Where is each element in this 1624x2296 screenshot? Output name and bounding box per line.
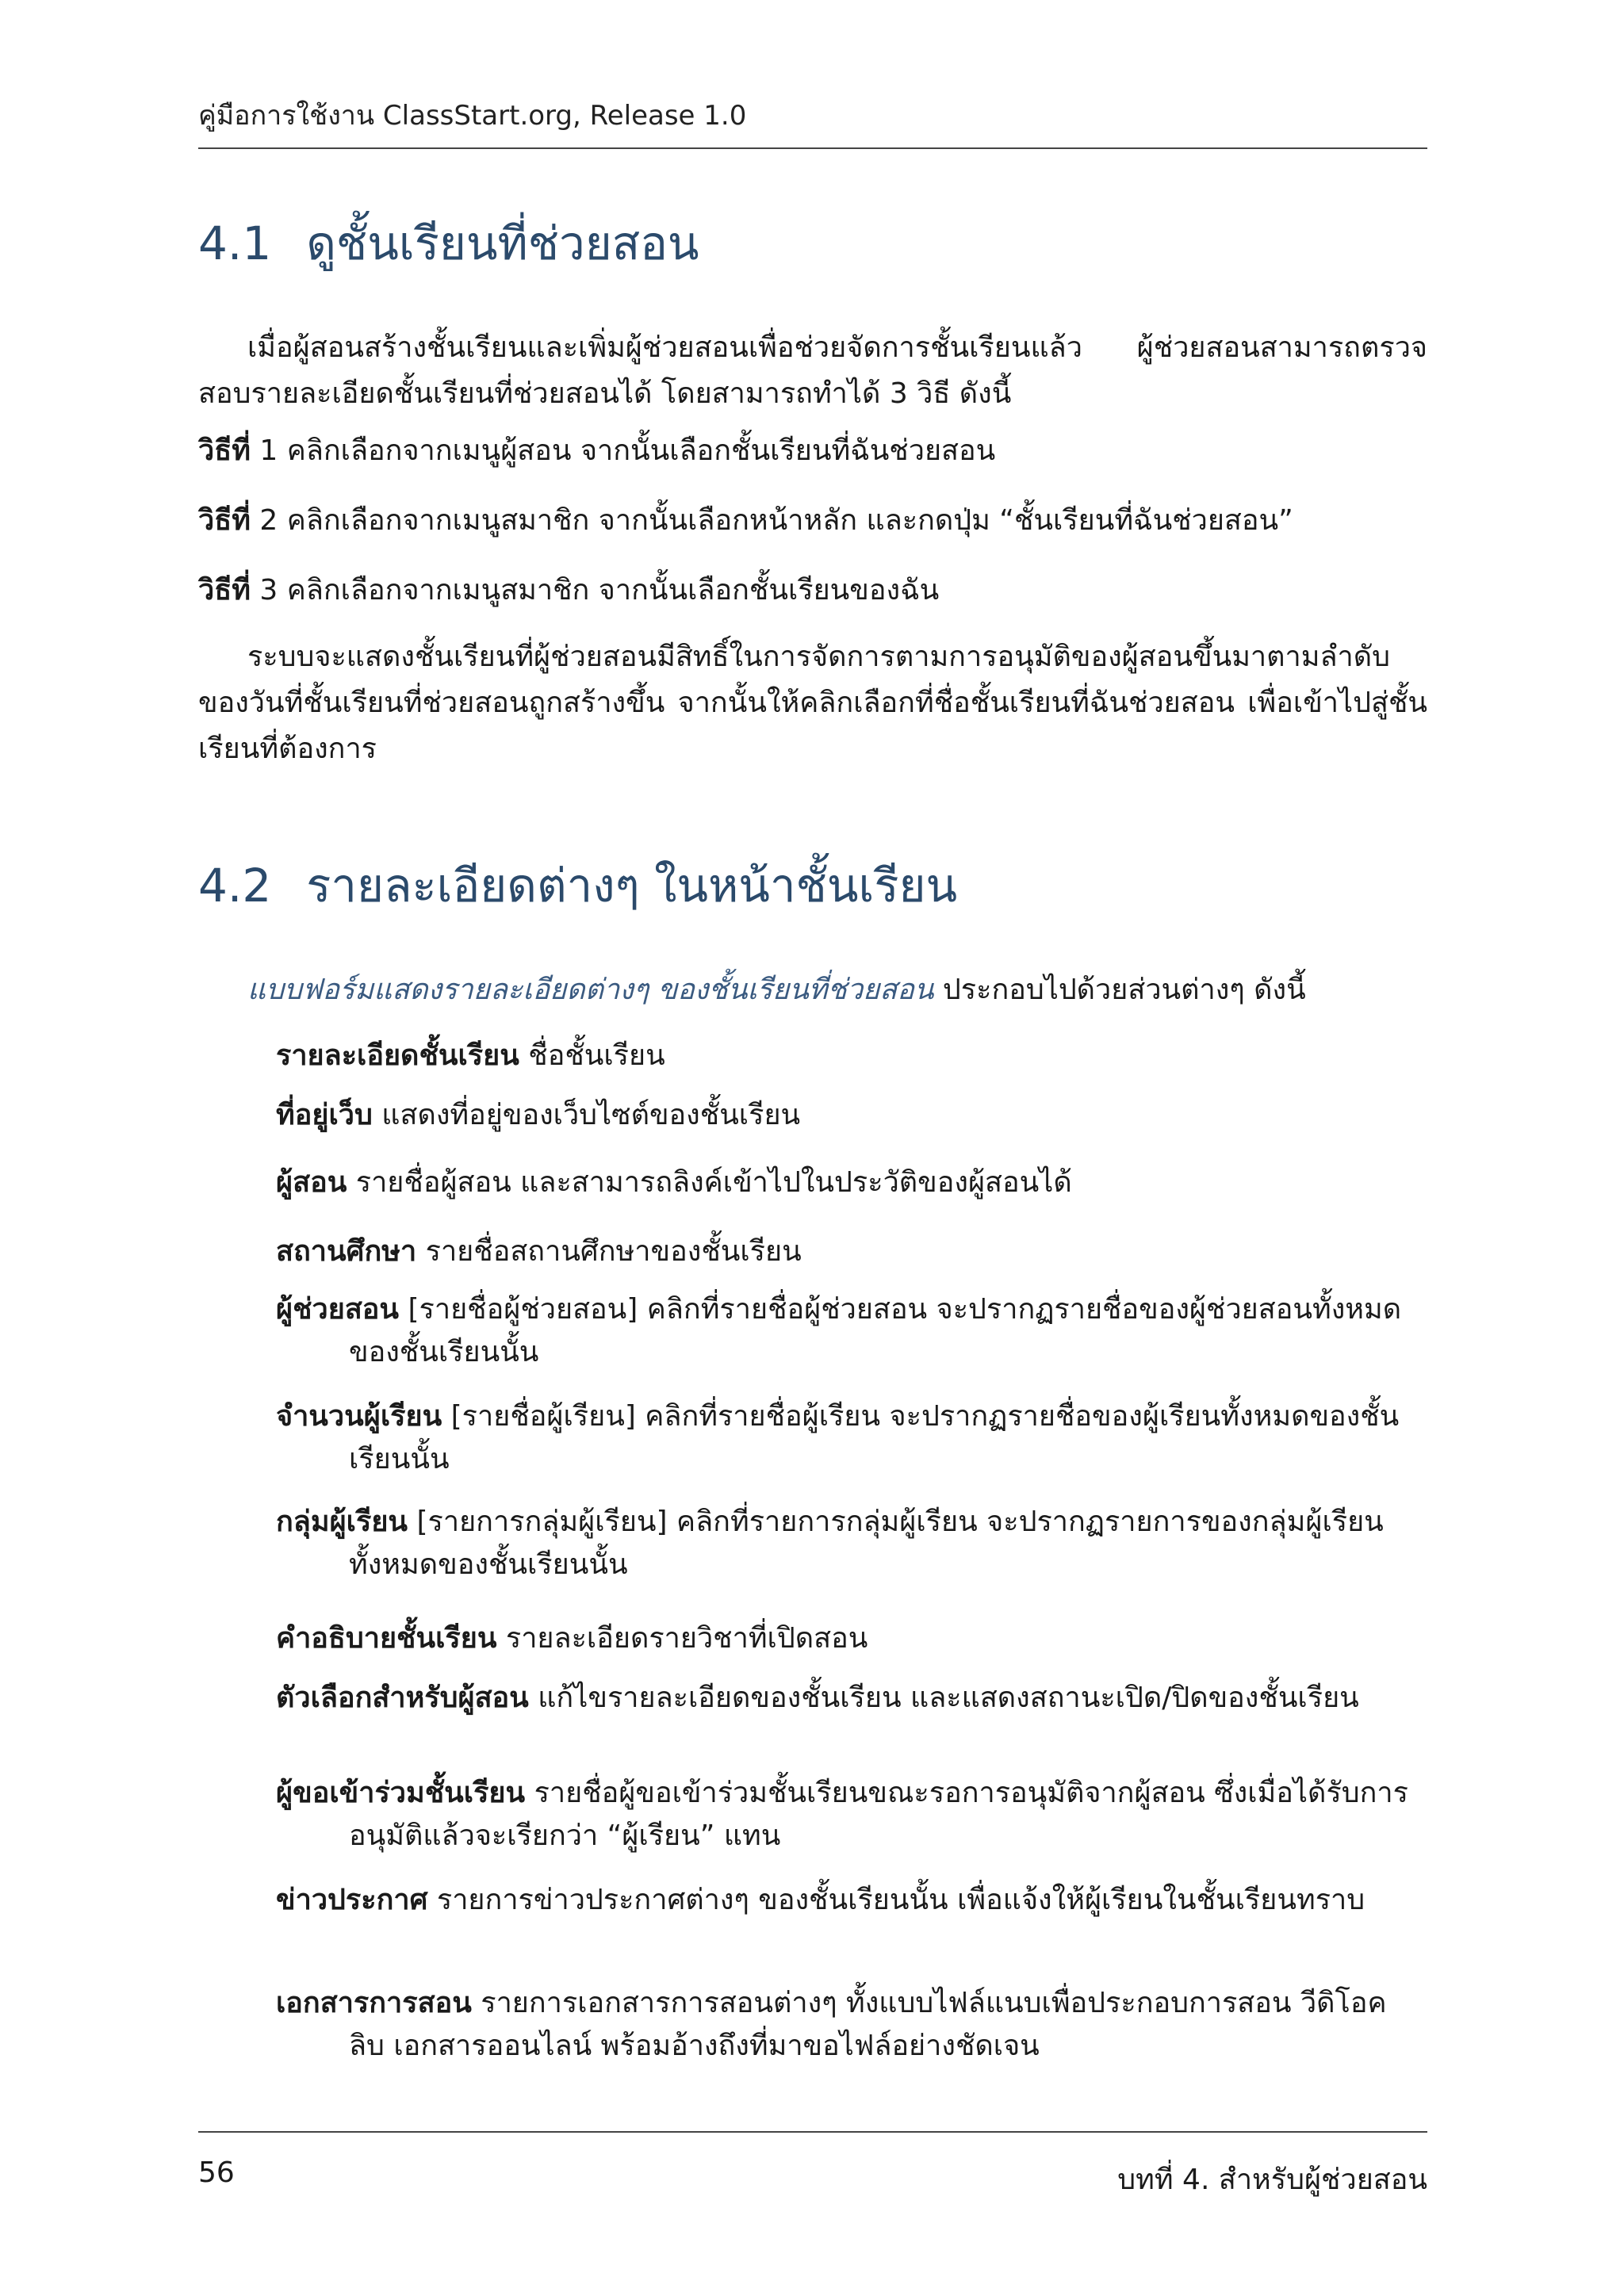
section-4-1-paragraph-1: เมื่อผู้สอนสร้างชั้นเรียนและเพิ่มผู้ช่วยสอนเพื่อช่วยจัดการชั้นเรียนแล้ว ผู้ช่วยสอนสามารถตรวจสอบรายละเอียดชั้นเรียนที่ช่วยสอนได้ โดยสามารถทำได้ 3 วิธี ดังนี้ (198, 331, 1427, 410)
definition-item (276, 1772, 1421, 1858)
method-label: วิธีที่ (198, 574, 251, 607)
definition-desc: [รายการกลุ่มผู้เรียน] คลิกที่รายการกลุ่มผู้เรียน จะปรากฏรายการของกลุ่มผู้เรียนทั้งหมดของชั้นเรียนนั้น (349, 1506, 1384, 1581)
definition-term: รายละเอียดชั้นเรียน (276, 1039, 519, 1072)
method-label: วิธีที่ (198, 504, 251, 537)
definition-term: คำอธิบายชั้นเรียน (276, 1622, 497, 1655)
section-number: 4.2 (198, 859, 272, 913)
definition-term: ตัวเลือกสำหรับผู้สอน (276, 1682, 529, 1714)
method-3 (198, 568, 1427, 614)
definition-desc: [รายชื่อผู้เรียน] คลิกที่รายชื่อผู้เรียน จะปรากฏรายชื่อของผู้เรียนทั้งหมดของชั้นเรียนนั้น (349, 1400, 1400, 1475)
method-text: คลิกเลือกจากเมนูสมาชิก จากนั้นเลือกชั้นเรียนของฉัน (286, 574, 940, 607)
definition-item (276, 1617, 1421, 1660)
definition-desc: รายชื่อผู้สอน และสามารถลิงค์เข้าไปในประวัติของผู้สอนได้ (347, 1166, 1072, 1199)
definition-term: จำนวนผู้เรียน (276, 1400, 442, 1433)
section-heading-4-2 (198, 848, 1427, 922)
running-footer (198, 2131, 1427, 2202)
definition-item (276, 1879, 1421, 1922)
method-2 (198, 498, 1427, 544)
section-title-text: ดูชั้นเรียนที่ช่วยสอน (306, 216, 699, 270)
section-heading-4-1 (198, 206, 1427, 280)
definition-item (276, 1982, 1421, 2068)
method-number: 1 (259, 434, 278, 467)
section-4-1-paragraph-2: ระบบจะแสดงชั้นเรียนที่ผู้ช่วยสอนมีสิทธิ์ในการจัดการตามการอนุมัติของผู้สอนขึ้นมาตามลำดับของวันที่ชั้นเรียนที่ช่วยสอนถูกสร้างขึ้น จากนั้นให้คลิกเลือกที่ชื่อชั้นเรียนที่ฉันช่วยสอน เพื่อเข้าไปสู่ชั้นเรียนที่ต้องการ (198, 641, 1427, 765)
method-text: คลิกเลือกจากเมนูผู้สอน จากนั้นเลือกชั้นเรียนที่ฉันช่วยสอน (286, 434, 996, 467)
definition-item (276, 1094, 1421, 1137)
definition-desc: รายการเอกสารการสอนต่างๆ ทั้งแบบไฟล์แนบเพื่อประกอบการสอน วีดิโอคลิบ เอกสารออนไลน์ พร้อมอ้างถึงที่มาขอไฟล์อย่างชัดเจน (349, 1987, 1387, 2062)
form-reference-link[interactable]: แบบฟอร์มแสดงรายละเอียดต่างๆ ของชั้นเรียนที่ช่วยสอน (247, 974, 934, 1006)
definition-desc: รายชื่อผู้ขอเข้าร่วมชั้นเรียนขณะรอการอนุมัติจากผู้สอน ซึ่งเมื่อได้รับการอนุมัติแล้วจะเรียกว่า “ผู้เรียน” แทน (349, 1777, 1408, 1852)
method-number: 3 (259, 574, 278, 607)
definition-term: ที่อยู่เว็บ (276, 1099, 373, 1131)
definition-desc: รายการข่าวประกาศต่างๆ ของชั้นเรียนนั้น เพื่อแจ้งให้ผู้เรียนในชั้นเรียนทราบ (427, 1884, 1365, 1916)
method-number: 2 (259, 504, 278, 537)
page-number: 56 (198, 2156, 235, 2189)
definition-item (276, 1288, 1421, 1374)
definition-item (276, 1161, 1421, 1204)
definition-item (276, 1501, 1421, 1586)
definition-item (276, 1230, 1421, 1273)
definition-term: สถานศึกษา (276, 1235, 417, 1268)
method-1 (198, 428, 1427, 474)
definition-item (276, 1677, 1421, 1720)
definition-term: ผู้สอน (276, 1166, 347, 1199)
definition-term: ข่าวประกาศ (276, 1884, 428, 1916)
definition-desc: รายละเอียดรายวิชาที่เปิดสอน (496, 1622, 868, 1655)
definition-desc: แสดงที่อยู่ของเว็บไซต์ของชั้นเรียน (372, 1099, 801, 1131)
section-title-text: รายละเอียดต่างๆ ในหน้าชั้นเรียน (306, 859, 958, 913)
section-number: 4.1 (198, 216, 272, 270)
definition-item (276, 1035, 1421, 1077)
running-header: คู่มือการใช้งาน ClassStart.org, Release 1.0 (198, 94, 1427, 149)
definition-desc: แก้ไขรายละเอียดของชั้นเรียน และแสดงสถานะเปิด/ปิดของชั้นเรียน (528, 1682, 1359, 1714)
definition-term: ผู้ขอเข้าร่วมชั้นเรียน (276, 1777, 526, 1809)
definition-item (276, 1395, 1421, 1481)
method-label: วิธีที่ (198, 434, 251, 467)
definition-desc: [รายชื่อผู้ช่วยสอน] คลิกที่รายชื่อผู้ช่วยสอน จะปรากฏรายชื่อของผู้ช่วยสอนทั้งหมดของชั้นเรียนนั้น (349, 1293, 1402, 1368)
intro-text: ประกอบไปด้วยส่วนต่างๆ ดังนี้ (933, 974, 1306, 1006)
chapter-title: บทที่ 4. สำหรับผู้ช่วยสอน (1117, 2164, 1427, 2196)
definition-desc: ชื่อชั้นเรียน (519, 1039, 665, 1072)
definition-term: กลุ่มผู้เรียน (276, 1506, 408, 1538)
method-text: คลิกเลือกจากเมนูสมาชิก จากนั้นเลือกหน้าหลัก และกดปุ่ม “ชั้นเรียนที่ฉันช่วยสอน” (286, 504, 1293, 537)
definition-term: ผู้ช่วยสอน (276, 1293, 400, 1326)
definition-term: เอกสารการสอน (276, 1987, 472, 2019)
section-4-2-intro (247, 967, 1427, 1013)
definition-desc: รายชื่อสถานศึกษาของชั้นเรียน (416, 1235, 802, 1268)
